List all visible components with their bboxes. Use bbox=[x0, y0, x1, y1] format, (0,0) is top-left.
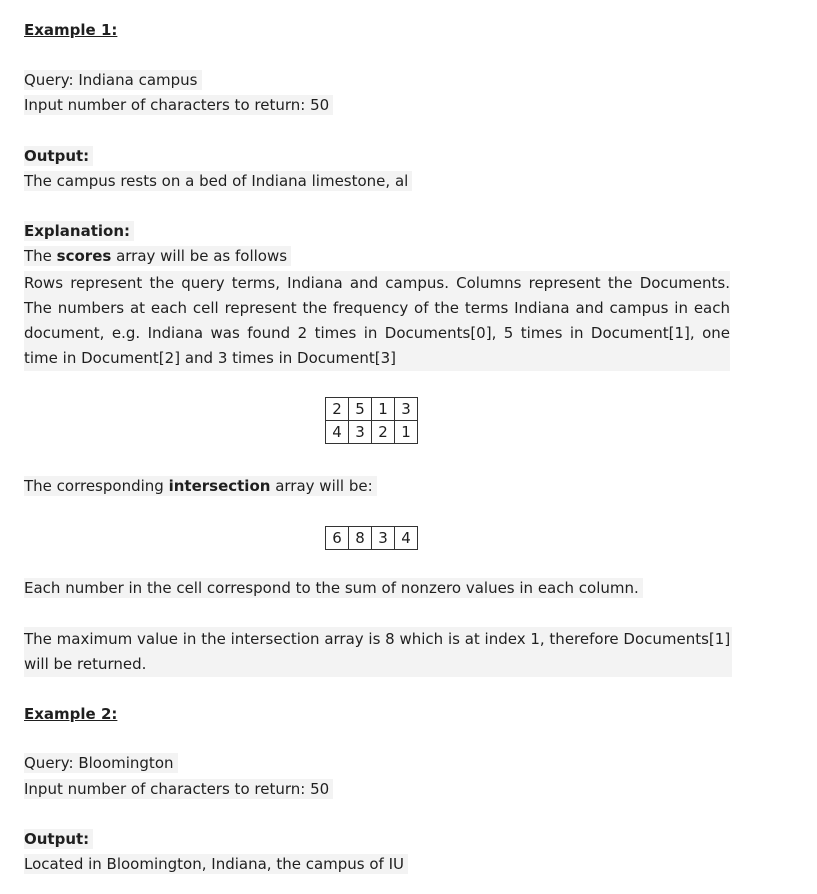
scores-keyword: scores bbox=[56, 247, 112, 265]
scores-table bbox=[325, 397, 418, 444]
example-2-query: Query: Bloomington bbox=[24, 753, 178, 773]
scores-cell: 2 bbox=[326, 398, 349, 421]
example-1-output-label: Output: bbox=[24, 146, 93, 166]
intersection-table bbox=[325, 526, 418, 550]
intersection-keyword: intersection bbox=[168, 477, 271, 495]
scores-table-row bbox=[326, 398, 418, 421]
example-1-output-text: The campus rests on a bed of Indiana limestone, al bbox=[24, 171, 412, 191]
example-1-input-chars-text: Input number of characters to return: 50 bbox=[24, 95, 333, 115]
scores-cell: 3 bbox=[349, 421, 372, 444]
rows-explanation-paragraph: Rows represent the query terms, Indiana and campus. Columns represent the Documents. The numbers at each cell represent the frequency of the terms Indiana and campus in each document, e.g. Indiana was found 2 times in Documents[0], 5 times in Document[1], one time in Document[2] and 3 times in Document[3] bbox=[24, 271, 730, 371]
example-2-heading: Example 2: bbox=[24, 705, 118, 723]
scores-cell: 4 bbox=[326, 421, 349, 444]
example-2-output-label: Output: bbox=[24, 829, 93, 849]
intersection-cell: 8 bbox=[349, 527, 372, 550]
example-1-query bbox=[24, 70, 202, 90]
intersection-cell: 3 bbox=[372, 527, 395, 550]
intersection-intro: The corresponding intersection array will be: bbox=[24, 476, 377, 496]
example-2-input-chars: Input number of characters to return: 50 bbox=[24, 779, 333, 799]
scores-cell: 2 bbox=[372, 421, 395, 444]
explanation-label: Explanation: bbox=[24, 221, 134, 241]
scores-cell: 1 bbox=[395, 421, 418, 444]
scores-cell: 1 bbox=[372, 398, 395, 421]
sum-sentence: Each number in the cell correspond to the sum of nonzero values in each column. bbox=[24, 578, 643, 598]
example-1-input-chars bbox=[24, 95, 333, 115]
example-1-query-text: Query: Indiana campus bbox=[24, 70, 202, 90]
example-1-heading: Example 1: bbox=[24, 21, 118, 39]
scores-cell: 5 bbox=[349, 398, 372, 421]
intersection-cell: 6 bbox=[326, 527, 349, 550]
scores-intro: The scores array will be as follows bbox=[24, 246, 291, 266]
intersection-table-row bbox=[326, 527, 418, 550]
max-value-sentence: The maximum value in the intersection array is 8 which is at index 1, therefore Documents[1] will be returned. bbox=[24, 627, 732, 677]
scores-cell: 3 bbox=[395, 398, 418, 421]
example-2-output-text: Located in Bloomington, Indiana, the campus of IU bbox=[24, 854, 408, 874]
intersection-cell: 4 bbox=[395, 527, 418, 550]
scores-table-row bbox=[326, 421, 418, 444]
